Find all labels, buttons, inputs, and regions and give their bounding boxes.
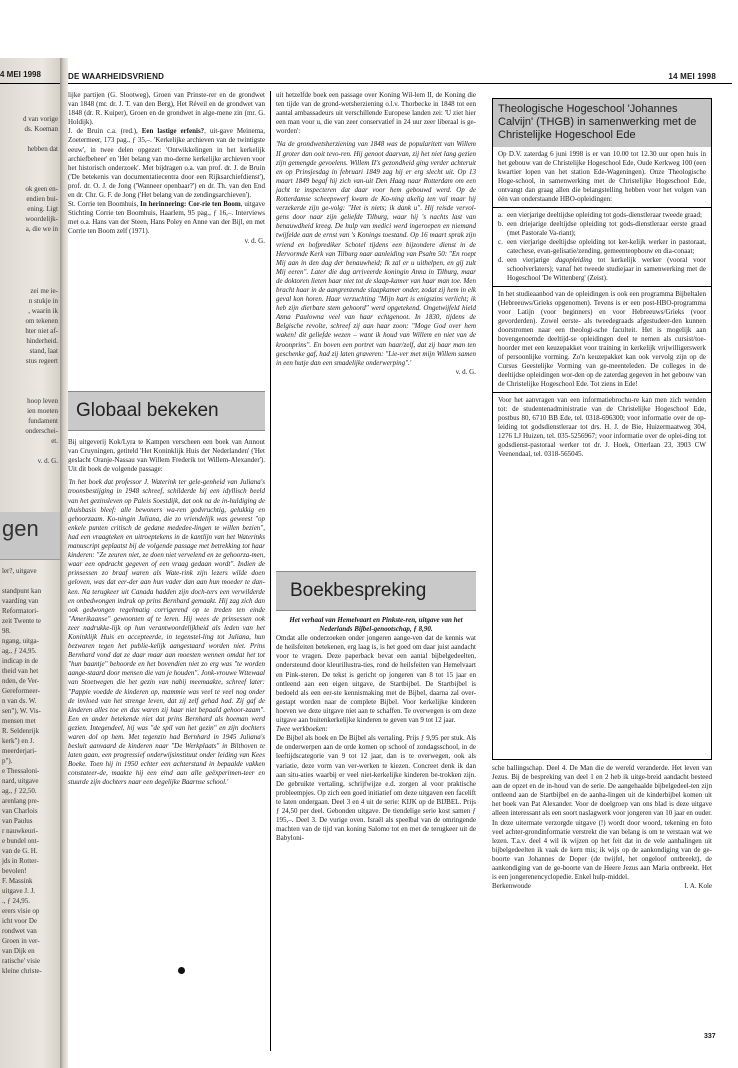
left-fragment-line: van Paulus xyxy=(2,817,33,825)
col1-paragraph-2: J. de Bruin c.a. (red.), Een lastige erfenis?, uit-gave Meinema, Zoetermeer, 173 pag., ƒ 35,–. 'Kerkelijke archieven van de twintigste eeuw', in twee delen opgezet: 'Ontwikkelingen in het kerkelijk archiefbeheer' en 'Het belang van mo-derne kerkelijke archieven voor het historisch onderzoek'. Met bijdragen o.a. van prof. dr. J. de Bruin ('De betekenis van documentatiecentra door een Rijksarchiefdienst'), prof. dr. O. J. de Jong ('Wanneer openbaar?') en dr. Th. van den End en dr. Chr. G. F. de Jong ('Het belang van de zendingsarchieven'). xyxy=(68,127,266,200)
left-fragment-line: erers visie op xyxy=(2,907,40,915)
left-fragment-line: 98. xyxy=(2,627,11,635)
header-rule xyxy=(68,83,732,84)
left-fragment-line: ag., ƒ 22,50. xyxy=(2,787,37,795)
left-fragment-line: woordelijk- xyxy=(25,215,58,223)
column-1-lower xyxy=(68,438,265,788)
left-fragment-line: endien bui- xyxy=(26,195,58,203)
newspaper-page xyxy=(68,58,732,1068)
left-fragment-line: ag., ƒ 24,95. xyxy=(2,647,37,655)
left-fragment-line: n van ds. W. xyxy=(2,697,37,705)
left-fragment-line: a, die we in xyxy=(25,225,58,233)
column-2 xyxy=(276,91,476,377)
left-fragment-line: hoop leven xyxy=(27,397,58,405)
review-body-2: De Bijbel als boek en De Bijbel als vertaling. Prijs ƒ 9,95 per stuk. Als de onderwerpen aan de orde komen op school of zondagsschool, in de leeftijdscategorie van 9 tot 12 jaar, dan is te overwegen, ook als variatie, deze vorm van ver-werken te kiezen. Concreet denk ik dan aan situ-aties waarbij er veel niet-kerkelijke kinderen be-trokken zijn. De gebruikte vertaling, schrijfwijze e.d. zorgen al voor praktische probleempjes. Op zich een goed initiatief om deze uitgaven een facelift te laten ondergaan. Deel 3 en 4 uit de serie: KIJK op de BIJBEL. Prijs ƒ 24,50 per deel. Gebonden uitgave. De tiendelige serie kost samen ƒ 195,–. Deel 3. De vurige oven. Israël als speelbal van de omringende machten van de tijd van koning Salomo tot en met de terugkeer uit de Babyloni- xyxy=(276,734,476,843)
left-fragment-line: nard, uitgave xyxy=(2,777,39,785)
left-fragment-line: kerk") en J. xyxy=(2,737,35,745)
left-fragment-line xyxy=(2,576,58,586)
left-fragment-line: F. Massink xyxy=(2,877,33,885)
column-2-lower xyxy=(276,616,476,843)
left-fragment-line: nden, de Ver- xyxy=(2,677,40,685)
left-text-top xyxy=(2,114,58,154)
left-fragment-line: ds. Koeman xyxy=(24,125,58,133)
left-fragment-line: ok geen en- xyxy=(25,185,58,193)
programme-item-c: c. een vierjarige deeltijdse opleiding tot ker-kelijk werker in pastoraat, catechese, evan-gelisatie/zending, gemeenteopbouw en dia-conaat; xyxy=(498,238,706,255)
left-fragment-line: zeit Twente te xyxy=(2,617,42,625)
adjacent-page-fragment xyxy=(0,58,60,1068)
issue-date: 14 MEI 1998 xyxy=(668,72,716,81)
announcement-intro: Op D.V. zaterdag 6 juni 1998 is er van 10.00 tot 12.30 uur open huis in het gebouw van de Christelijke Hogeschool Ede, Oude Kerkweg 100 (een kwartier lopen van het station Ede-Wageningen). Onze Theologische Hoge-school, in samenwerking met de Christelijke Hogeschool Ede, ontvangt dan graag allen die belangstelling hebben voor het volgen van één van onderstaande HBO-opleidingen: xyxy=(498,150,706,203)
announcement-contact: Voor het aanvragen van een informatiebrochu-re kan men zich wenden tot: de studentenadministratie van de Christelijke Hogeschool Ede, postbus 80, 6710 BB Ede, tel. 0318-696300; voor informatie over de op-leiding tot godsdienstleraar tot drs. H. J. de Bie, Huizermaatweg 304, 1276 LJ Huizen, tel. 035-5256967; voor informatie over de oplei-ding tot godsdienst-pastoraal werker tot dr. J. Hoek, Otterlaan 23, 3903 CW Veenendaal, tel. 0318-565045. xyxy=(493,392,711,462)
review-subheading: Twee werkboeken: xyxy=(276,725,328,734)
publication-name: DE WAARHEIDSVRIEND xyxy=(68,72,165,81)
review-continued: sche ballingschap. Deel 4. De Man die de wereld veranderde. Het leven van Jezus. Bij de bespreking van deel 1 en 2 heb ik uitge-breid aandacht besteed aan de opzet en de in-houd van de serie. De aangehaalde bijbelgedeel-ten zijn ontleend aan de Startbijbel en de aanha-lingen uit de kinderbijbel komen uit het boek van Pat Alexander. Voor de doelgroep van ons blad is deze uitgave alleen interessant als een soort naslagwerk voor jongeren van 10 jaar en ouder. In deze uitermate verzorgde uitgave (!) wordt door woord, tekening en foto veel achter-grondinformatie verstrekt die van belang is om te verstaan wat we lezen. T.a.v. deel 4 wil ik wijzen op het feit dat in de vele aanhalingen uit bijbelgedeelten ik vaak de kern mis; ik wijs op de aankondiging van de ge-boorte van Johannes de Doper (de twijfel, het ongeloof ontbreekt), de aankondiging van de ge-boorte van de Heere Jezus aan Maria ontbreekt. Het is een jongerenencyclopedie. Enkel hulp-middel. xyxy=(492,764,712,882)
column-3-lower xyxy=(492,764,712,891)
left-fragment-line xyxy=(2,446,58,456)
page-gutter xyxy=(60,58,68,1068)
col2-quote: 'Na de grondwetsherziening van 1848 was de popularitett van Willem II groter dan ooit tevo-ren. Hij genoot daarvan, zij het niet lang gezien zijn gemengde gevoelens. Willem II's gezondheid ging verder achteruit en op Prinsjesdag in februari 1849 zag hij er erg slecht uit. Op 13 maart 1849 begaf hij zich van-uit Den Haag naar Rotterdam om een jacht te inspecteren dat daar voor hem gebouwd werd. Op de Rotterdamse scheepswerf kwam de Ko-ning akelig ten val maar hij verzekerde zijn ge-volg: "Het is niets; ik dank u". Hij reisde vervol-gens door naar zijn geliefde Tilburg, waar hij 's nachts last van benauwdheid kreeg. De hulp van medici werd ingeroepen en niemand twijfelde aan de ernst van 's Konings toestand. Op 16 maart sprak zijn vriend en hofprediker Schotel tijdens een bijzondere dienst in de Hervormde Kerk van Tilburg naar aanleiding van Psalm 50: "En roept Mij aan in den dag der benauwheid; Ik zal er u uithelpen, en gij zult Mij eeren". Later die dag arriveerde koningin Anna in Tilburg, maar de doktoren lieten haar niet tot de slaap-kamer van haar man toe. Men bracht haar in de aangrenzende slaapkamer onder, zodat zij hem in elk geval kon horen. Haar verzuchting "Mijn hart is enigszins verlicht; ik heb zijn dierbare stem gehoord" werd opgetekend. Ongetwijfeld hield Anna Paulowna veel van haar echtgenoot. In 1830, tijdens de Belgische revolte, schreef zij aan haar zoon: "Moge God over hem waken! dit geliefde wezen – want ik houd van Willem en niet van de kroonprins". En boven een portret van haar/zelf, dat zij haar man ten geschenke gaf, had zij laten graveren: "Lie-ver met mijn Willem samen in een hutje dan een smadelijke onderwerping".' xyxy=(276,140,476,367)
left-fragment-line: n stukje in xyxy=(28,297,58,305)
programme-item-d: d. een vierjarige dagopleiding tot kerkelijk werker (vooral voor schoolverlaters); vanaf het tweede studiejaar in samenwerking met de Hogeschool 'De Wittenberg' (Zeist). xyxy=(498,256,707,282)
review-signoff xyxy=(492,882,712,891)
thgb-announcement-box xyxy=(492,98,712,760)
left-text-mid xyxy=(2,184,58,234)
left-fragment-line: rondwet van xyxy=(2,927,37,935)
col2-signature: v. d. G. xyxy=(455,367,476,376)
column-divider xyxy=(270,91,271,1051)
left-fragment-line: stand, laat xyxy=(29,347,58,355)
left-text-mid3 xyxy=(2,396,58,466)
left-text-bottom xyxy=(2,566,58,976)
left-fragment-line: standpunt kan xyxy=(2,587,42,595)
left-fragment-line: Reformatori- xyxy=(2,607,39,615)
left-fragment-line: ngang, uitga- xyxy=(2,637,39,645)
left-fragment-line: , waarin ik xyxy=(28,307,58,315)
left-fragment-line xyxy=(2,134,58,144)
left-fragment-line: ien moeten xyxy=(27,407,58,415)
review-body-1: Omdat alle onderzoeken onder jongeren aange-ven dat de kennis wat de heilsfeiten betekenen, erg laag is, is het goed om daar juist aandacht voor te vragen. Deze paperback bevat een aantal bijbelgedeelten, ondersteund door kleurillustra-ties, rond de heilsfeiten van Hemelvaart en Pink-steren. De tekst is gericht op jongeren van 8 tot 15 jaar en ontleend aan een eigen uitgave, de Startbijbel. De Startbijbel is bedoeld als een eer-ste kennismaking met de Bijbel, daarna zal over-gestapt worden naar de complete Bijbel. Voor kerkelijke kinderen hoeven we deze uitgave niet aan te schaffen. Te overwegen is om deze uitgave aan buitenkerkelijke kinderen te geven van 9 tot 12 jaar. xyxy=(276,634,476,725)
programme-item-a: a. een vierjarige deeltijdse opleiding tot gods-dienstleraar tweede graad; xyxy=(498,211,702,219)
left-fragment-line: ler?, uitgave xyxy=(2,567,37,575)
left-fragment-line: bevolen! xyxy=(2,867,27,875)
left-fragment-line: icht voor De xyxy=(2,917,37,925)
left-fragment-line: van Charlois xyxy=(2,807,38,815)
col2-intro: uit hetzelfde boek een passage over Koning Wil-lem II, de Koning die ten tijde van de grond-wetsherziening o.l.v. Thorbecke in 1848 tot een aantal ambassadeurs uit verschillende Europese landen zei: 'U ziet hier een man voor u, die van zeer conservatief in 24 uur zeer liberaal is ge-worden': xyxy=(276,91,476,136)
left-section-title: gen xyxy=(2,516,39,541)
left-fragment-line: stus regeert xyxy=(25,357,58,365)
left-fragment-line: ., ƒ 24,95. xyxy=(2,897,30,905)
left-fragment-line: d van vorige xyxy=(23,115,58,123)
bullet-dot xyxy=(178,967,185,974)
left-fragment-line: ening. Ligt xyxy=(27,205,58,213)
review-place: Berkenwoude xyxy=(492,882,531,891)
left-fragment-line: om tekenen xyxy=(25,317,58,325)
globaal-bekeken-header xyxy=(68,391,265,431)
left-fragment-line: zei me ie- xyxy=(30,287,58,295)
left-text-mid2 xyxy=(2,286,58,366)
left-fragment-line: indicap in de xyxy=(2,657,39,665)
left-fragment-line: et. xyxy=(51,437,58,445)
section-title-globaal: Globaal bekeken xyxy=(76,400,219,421)
section-title-boekbespreking: Boekbespreking xyxy=(290,580,427,601)
programme-item-b: b. een driejarige deeltijdse opleiding tot gods-dienstleraar eerste graad (met Pastorale Va-riant); xyxy=(498,220,706,237)
left-fragment-line: hter niet af- xyxy=(25,327,58,335)
left-fragment-line: van de G. H. xyxy=(2,847,38,855)
left-fragment-line: jds in Rotter- xyxy=(2,857,39,865)
left-fragment-line: e Thessaloni- xyxy=(2,767,40,775)
programme-list xyxy=(493,207,711,286)
left-header-rule xyxy=(0,83,60,84)
page-number: 337 xyxy=(704,1033,716,1040)
boekbespreking-header xyxy=(276,571,476,611)
review-author: I. A. Kole xyxy=(684,882,712,891)
col1-signature: v. d. G. xyxy=(244,236,265,245)
left-fragment-line: Groen in ver- xyxy=(2,937,40,945)
left-fragment-line: theid van het xyxy=(2,667,39,675)
announcement-details: In het studieaanbod van de opleidingen is ook een programma Bijbeltalen (Hebreeuws/Grieks opgenomen). Tevens is er een post-HBO-programma voor Latijn (voor beginners) en voor Hebreeuws/Grieks (voor gevorderden). Zowel eerste- als tweedegraads afgestudeer-den kunnen doorstromen naar een theologi-sche faculteit. Het is mogelijk aan bovengenoemde deeltijd-se opleidingen deel te nemen als cursist/toe-hoorder met een keuzepakket voor training in kerkelijk vrijwilligerswerk of persoonlijke vorming. Zo'n keuzepakket kan ook vervolg zijn op de Cursus Geestelijke Vorming van ge-meenteleden. De colleges in de deeltijdse opleidingen wor-den op de zaterdag gegeven in het gebouw van de Christelijke Hogeschool Ede. Tot ziens in Ede! xyxy=(493,286,711,392)
left-page-date: 4 MEI 1998 xyxy=(0,70,41,79)
left-fragment-line: hinderheid. xyxy=(26,337,58,345)
left-fragment-line: v. d. G. xyxy=(37,457,58,465)
left-fragment-line: kleine christe- xyxy=(2,967,42,975)
book-title: Het verhaal van Hemelvaart en Pinkste-ren, uitgave van het Nederlands Bijbel-genootschap, ƒ 8,90. xyxy=(289,616,463,634)
col1-paragraph-1: lijke partijen (G. Slootweg), Groen van Prinste-rer en de grondwet van 1848 (mr. dr. J. T. van den Berg), Het Réveil en de grondwet van 1848 (dr. R. Kuiper), Groen en de grondwet in alge-mene zin (mr. G. Holdijk). xyxy=(68,91,265,127)
left-fragment-line: vaarding van xyxy=(2,597,39,605)
col1-paragraph-3: St. Corrie ten Boomhuis, In herinnering: Cor-rie ten Boom, uitgave Stichting Corrie ten Boomhuis, Haarlem, 95 pag., ƒ 16,–. Interviews met o.a. Hans van der Steen, Hans Poley en Anne van der Bijl, en met Corrie ten Boom zelf (1971). xyxy=(68,200,265,236)
left-fragment-line: p"). xyxy=(2,757,13,765)
left-fragment-line: R. Seldenrijk xyxy=(2,727,39,735)
left-fragment-line: fundament xyxy=(28,417,58,425)
left-fragment-line: e bundel ont- xyxy=(2,837,39,845)
left-fragment-line: ratische' visie xyxy=(2,957,40,965)
globaal-intro: Bij uitgeverij Kok/Lyra te Kampen verscheen een boek van Annout van Cruyningen, getiteld 'Het Koninklijk Huis der Nederlanden' ('Het geslacht Oranje-Nassau van Willem Frederik tot Willem-Alexander'). Uit dit boek de volgende passage: xyxy=(68,438,265,474)
left-fragment-line: meerderjari- xyxy=(2,747,37,755)
left-fragment-line: r nauwkeuri- xyxy=(2,827,38,835)
announcement-title: Theologische Hogeschool 'Johannes Calvijn' (THGB) in samenwerking met de Christelijke Hogeschool Ede xyxy=(493,99,711,147)
left-fragment-line: Gereformeer- xyxy=(2,687,40,695)
left-fragment-line: van Dijk en xyxy=(2,947,35,955)
left-fragment-line: onderschei- xyxy=(25,427,58,435)
left-fragment-line: arenlang pre- xyxy=(2,797,40,805)
left-fragment-line: hebben dat xyxy=(27,145,58,153)
left-fragment-line: sen"), W. Vis- xyxy=(2,707,41,715)
left-section-box xyxy=(0,512,60,560)
left-fragment-line: mensen met xyxy=(2,717,36,725)
column-1 xyxy=(68,91,265,246)
left-fragment-line: uitgave J. J. xyxy=(2,887,36,895)
globaal-quote: 'In het boek dat professor J. Waterink ter gele-genheid van Juliana's troonsbestijging in 1948 schreef, schilderde hij een idyllisch beeld van het gezinsleven op Paleis Soestdijk, dat ook na de in-huldiging de thuisbasis bleef: alle bewoners wa-ren godvruchtig, gelukkig en gehoorzaam. Ko-ningin Juliana, die zo vriendelijk was geweest "op enkele punten critisch de gedane mededee-lingen te willen bezien", had een vraagteken en uitroeptekens in de kantlijn van het Waterinks manuscript geplaatst bij de volgende passage met betrekking tot haar kinderen: "Ze zeuren niet, ze doen niet vervelend en ze gehoorza-men, waar een opdracht gegeven of een vraag gedaan wordt". Indien de prinsessen zo braaf waren als Wate-rink zijn lezers wilde doen geloven, was dat eer-der aan hun vader dan aan hun moeder te dan-ken. Na terugkeer uit Canada hadden zijn doch-ters een verwilderde en onbedwongen indruk op prins Bernhard gemaakt. Hij zag zich dan ook gedwongen regelmatig corrigerend op te treden ten einde "Amerikaanse" gewoonten af te leren. Hij wees de prinsessen ook zeer nadrukke-lijk op hun verantwoordelijkheid als leden van het Koninklijk Huis en accepteerde, in tegenstel-ling tot Juliana, hun bezwaren tegen het publie-kelijk aangestaard worden niet. Prins Bernhard vond dat ze daar maar aan moesten wennen omdat het tot "hun baantje" behoorde en het bovendien niet zo erg was "te worden aange-staard door mensen die van je houden". Jonk-vrouwe Wttewaal van Stoetwegen die het gezin van nabij meemaakte, schreef later: "Pappie voedde de kinderen op, mammie was veel te veel nog onder de invloed van het strenge leven, dat zij zelf gehad had. Zij gaf de kinderen alles toe en dus waren zij haar niet bepaald gehoor-zaam". Een en ander betekende niet dat prins Bernhard als boeman werd gezien. Integendeel, hij was "de spil van het gezin" en zijn dochters waren dol op hem. Met tegenzin had Bernhard in 1945 Juliana's besluit aanvaard de kinderen naar "De Werkplaats" in Bilthoven te laten gaan, een progressief onderwijsinstituut onder leiding van Kees Boeke. Toen hij in 1950 echter een achterstand in bepaalde vakken constateer-de, maakte hij een eind aan alle geëxperimen-teer en stuurde zijn dochters naar een degelijke Baarnse school.' xyxy=(68,478,265,787)
